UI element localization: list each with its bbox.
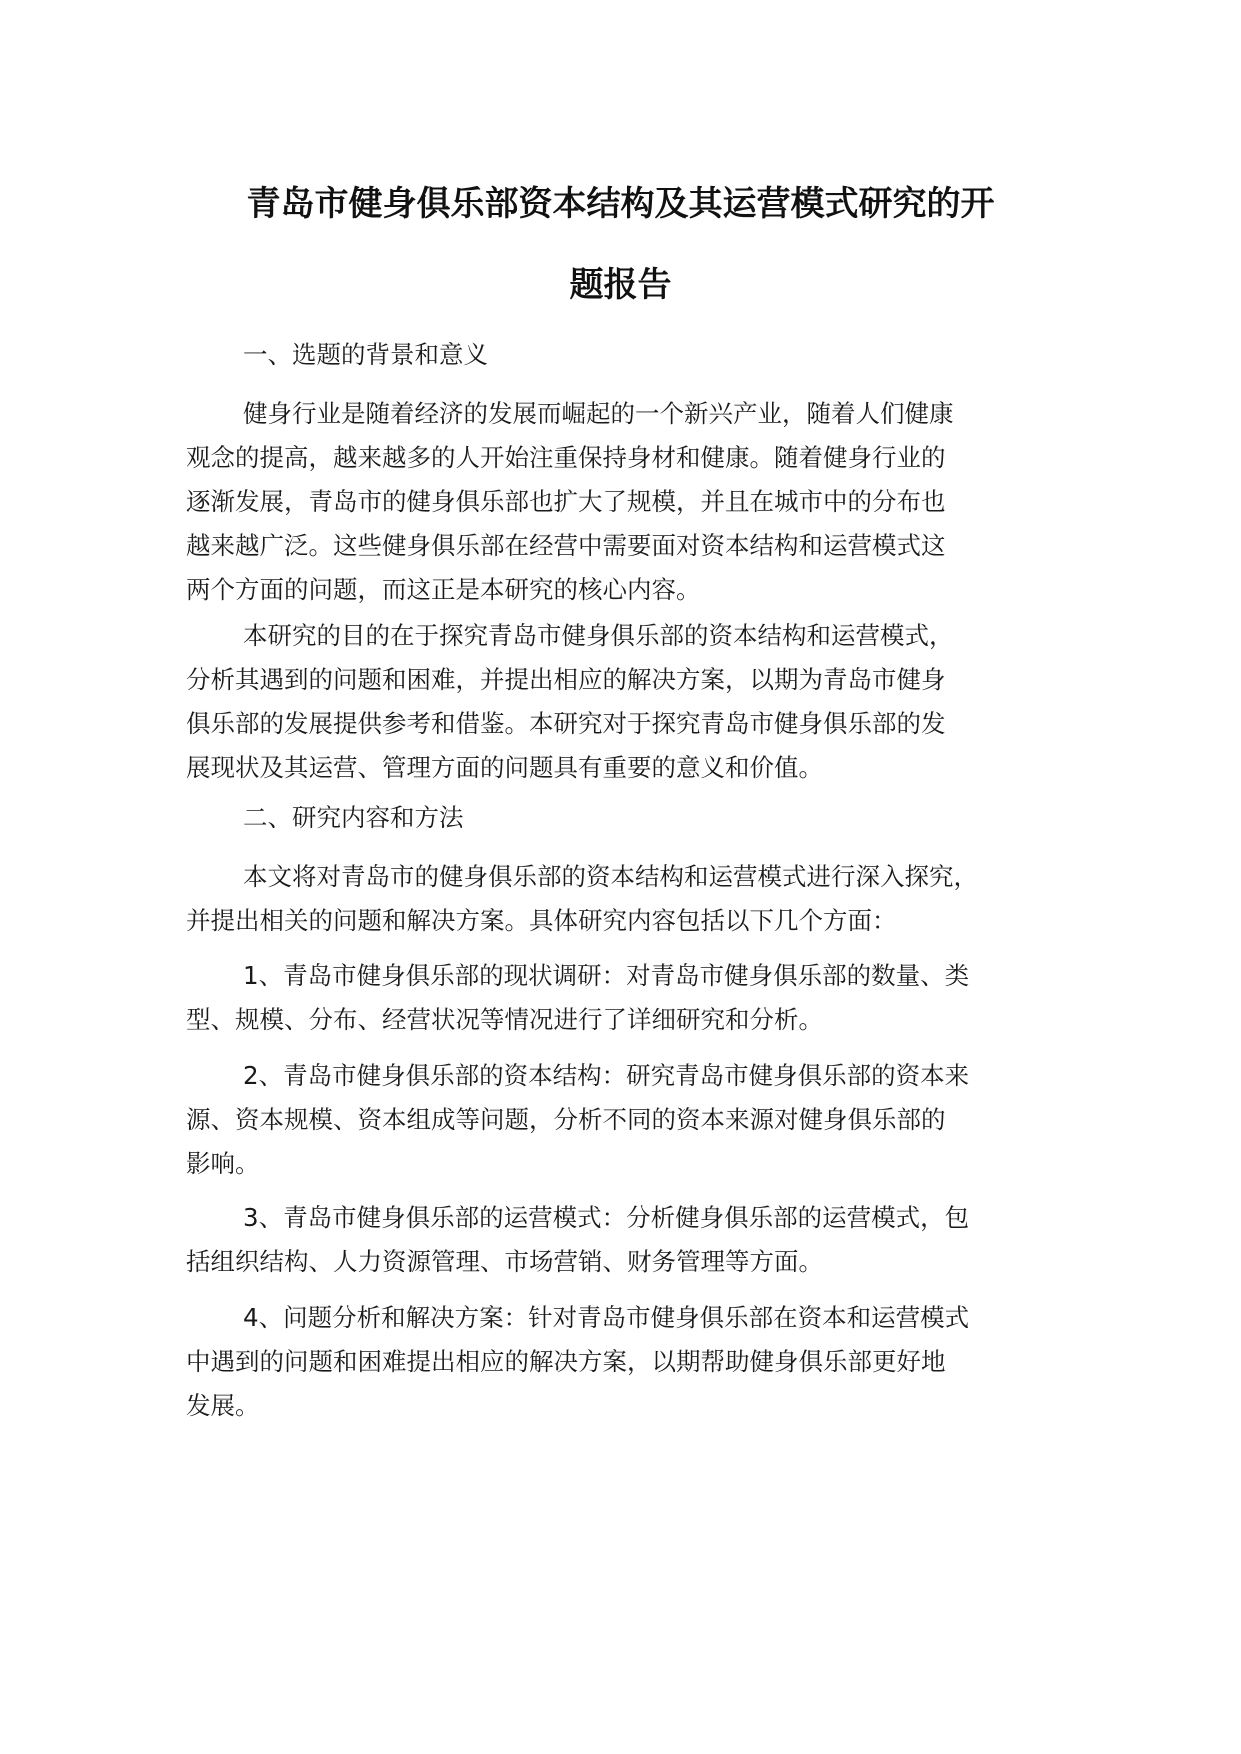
list-item-line: 4、问题分析和解决方案：针对青岛市健身俱乐部在资本和运营模式 bbox=[243, 1303, 970, 1332]
section-heading-content bbox=[186, 796, 1076, 840]
list-item-3 bbox=[186, 1196, 1076, 1284]
section-heading: 二、研究内容和方法 bbox=[243, 803, 464, 832]
paragraph-line: 两个方面的问题，而这正是本研究的核心内容。 bbox=[186, 575, 701, 604]
list-item-line: 影响。 bbox=[186, 1149, 260, 1178]
list-item-line: 发展。 bbox=[186, 1391, 260, 1420]
list-item-line: 括组织结构、人力资源管理、市场营销、财务管理等方面。 bbox=[186, 1247, 823, 1276]
list-item-1 bbox=[186, 954, 1076, 1042]
list-item-4 bbox=[186, 1296, 1076, 1428]
paragraph-line: 健身行业是随着经济的发展而崛起的一个新兴产业，随着人们健康 bbox=[243, 399, 954, 428]
paragraph-background bbox=[186, 392, 1076, 612]
paragraph-content-intro bbox=[186, 855, 1076, 943]
paragraph-line: 越来越广泛。这些健身俱乐部在经营中需要面对资本结构和运营模式这 bbox=[186, 531, 946, 560]
paragraph-line: 本文将对青岛市的健身俱乐部的资本结构和运营模式进行深入探究， bbox=[243, 862, 978, 891]
section-heading: 一、选题的背景和意义 bbox=[243, 340, 488, 369]
list-item-line: 3、青岛市健身俱乐部的运营模式：分析健身俱乐部的运营模式，包 bbox=[243, 1203, 970, 1232]
list-item-2 bbox=[186, 1054, 1076, 1186]
paragraph-line: 展现状及其运营、管理方面的问题具有重要的意义和价值。 bbox=[186, 753, 823, 782]
list-item-line: 1、青岛市健身俱乐部的现状调研：对青岛市健身俱乐部的数量、类 bbox=[243, 961, 970, 990]
list-item-line: 型、规模、分布、经营状况等情况进行了详细研究和分析。 bbox=[186, 1005, 823, 1034]
list-item-line: 源、资本规模、资本组成等问题，分析不同的资本来源对健身俱乐部的 bbox=[186, 1105, 946, 1134]
list-item-line: 中遇到的问题和困难提出相应的解决方案，以期帮助健身俱乐部更好地 bbox=[186, 1347, 946, 1376]
paragraph-line: 观念的提高，越来越多的人开始注重保持身材和健康。随着健身行业的 bbox=[186, 443, 946, 472]
paragraph-line: 俱乐部的发展提供参考和借鉴。本研究对于探究青岛市健身俱乐部的发 bbox=[186, 709, 946, 738]
paragraph-line: 逐渐发展，青岛市的健身俱乐部也扩大了规模，并且在城市中的分布也 bbox=[186, 487, 946, 516]
document-title-line-1: 青岛市健身俱乐部资本结构及其运营模式研究的开 bbox=[246, 184, 995, 224]
section-heading-background bbox=[186, 333, 1076, 377]
paragraph-line: 本研究的目的在于探究青岛市健身俱乐部的资本结构和运营模式， bbox=[243, 621, 954, 650]
paragraph-line: 并提出相关的问题和解决方案。具体研究内容包括以下几个方面： bbox=[186, 906, 897, 935]
paragraph-purpose bbox=[186, 614, 1076, 790]
list-item-line: 2、青岛市健身俱乐部的资本结构：研究青岛市健身俱乐部的资本来 bbox=[243, 1061, 970, 1090]
paragraph-line: 分析其遇到的问题和困难，并提出相应的解决方案，以期为青岛市健身 bbox=[186, 665, 946, 694]
document-title-line-2: 题报告 bbox=[569, 265, 672, 305]
